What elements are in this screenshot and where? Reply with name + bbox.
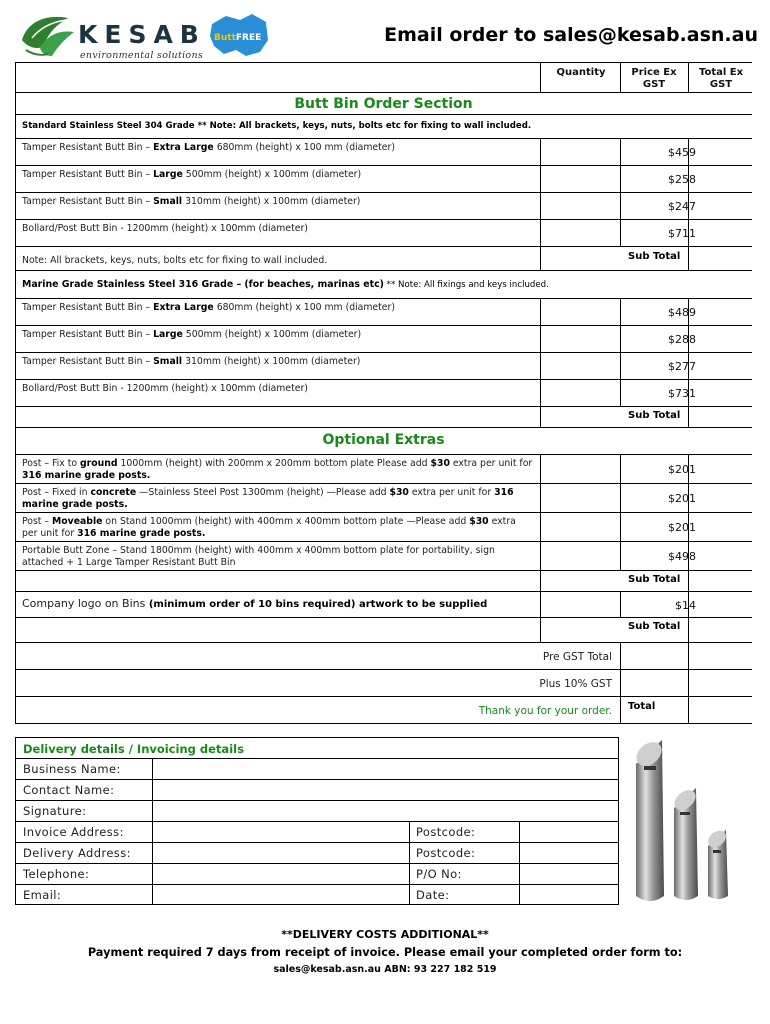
item-total-input[interactable] <box>689 220 752 246</box>
item-description: Tamper Resistant Butt Bin – Small 310mm (height) x 100mm (diameter) <box>22 196 361 207</box>
company-logo-price: $14 <box>675 599 696 612</box>
item-price: $258 <box>668 173 696 186</box>
extras-item-row <box>16 542 752 571</box>
footer-payment-terms: Payment required 7 days from receipt of invoice. Please email your completed order form to: <box>87 946 683 959</box>
item-total-input[interactable] <box>689 193 752 219</box>
item-description: Tamper Resistant Butt Bin – Small 310mm (height) x 100mm (diameter) <box>22 356 361 367</box>
quantity-input[interactable] <box>541 326 619 352</box>
ss304-heading: Standard Stainless Steel 304 Grade ** Note: All brackets, keys, nuts, bolts etc for fixing to wall included. <box>22 121 532 131</box>
delivery-title: Delivery details / Invoicing details <box>23 742 244 756</box>
page-header <box>0 0 770 64</box>
ss304-item-row <box>16 220 752 247</box>
logo-subtotal-row <box>16 617 752 643</box>
contact-name-field[interactable] <box>152 780 618 800</box>
ss304-item-row <box>16 139 752 166</box>
ss316-sub-total: Sub Total <box>628 410 681 421</box>
delivery-address-row <box>16 842 618 863</box>
butt-bin-title: Butt Bin Order Section <box>294 96 473 112</box>
invoice-postcode-field[interactable] <box>519 822 618 842</box>
quantity-input[interactable] <box>541 299 619 325</box>
brand-tagline: environmental solutions <box>80 50 204 61</box>
item-description: Portable Butt Zone – Stand 1800mm (height) with 400mm x 400mm bottom plate for portability, sign attached + 1 Large Tamper Resistant Butt Bin <box>22 545 495 568</box>
butt-bins-photo <box>618 736 768 908</box>
signature-label: Signature: <box>23 804 87 818</box>
pre-gst-row <box>16 643 752 670</box>
item-price: $731 <box>668 387 696 400</box>
contact-name-label: Contact Name: <box>23 783 115 797</box>
item-total-input[interactable] <box>689 139 752 165</box>
extras-title-row <box>16 428 752 455</box>
email-row <box>16 884 618 905</box>
ss304-head-row <box>16 115 752 139</box>
signature-field[interactable] <box>152 801 618 821</box>
item-price: $489 <box>668 306 696 319</box>
table-header-row <box>16 63 752 93</box>
item-description: Bollard/Post Butt Bin - 1200mm (height) x 100mm (diameter) <box>22 383 308 394</box>
total-label: Total <box>628 701 656 712</box>
quantity-input[interactable] <box>541 353 619 379</box>
item-price: $201 <box>668 463 696 476</box>
delivery-address-label: Delivery Address: <box>23 846 131 860</box>
item-total-input[interactable] <box>689 542 752 570</box>
item-price: $247 <box>668 200 696 213</box>
extras-item-row <box>16 513 752 542</box>
item-total-input[interactable] <box>689 353 752 379</box>
invoice-address-field[interactable] <box>152 822 410 842</box>
ss316-item-row <box>16 380 752 407</box>
extras-item-row <box>16 455 752 484</box>
invoice-address-row <box>16 821 618 842</box>
item-description: Tamper Resistant Butt Bin – Extra Large 680mm (height) x 100 mm (diameter) <box>22 142 395 153</box>
email-field[interactable] <box>152 885 410 905</box>
telephone-field[interactable] <box>152 864 410 884</box>
email-label: Email: <box>23 888 62 902</box>
item-price: $498 <box>668 550 696 563</box>
item-total-input[interactable] <box>689 484 752 512</box>
extras-subtotal-row <box>16 570 752 592</box>
thank-you-text: Thank you for your order. <box>478 705 612 717</box>
item-description: Post – Fixed in concrete —Stainless Steel Post 1300mm (height) —Please add $30 extra per unit for 316 marine grade posts. <box>22 487 514 510</box>
signature-row <box>16 800 618 821</box>
order-table <box>15 62 752 724</box>
telephone-label: Telephone: <box>23 867 90 881</box>
column-quantity: Quantity <box>556 67 606 78</box>
ss304-item-row <box>16 166 752 193</box>
ss304-item-row <box>16 193 752 220</box>
ss316-item-row <box>16 326 752 353</box>
ss316-item-row <box>16 299 752 326</box>
column-total-ex: Total Ex GST <box>698 67 744 90</box>
item-description: Post – Fix to ground 1000mm (height) with 200mm x 200mm bottom plate Please add $30 extra per unit for 316 marine grade posts. <box>22 458 533 481</box>
business-name-row <box>16 758 618 779</box>
quantity-input[interactable] <box>541 139 619 165</box>
extras-title: Optional Extras <box>322 432 445 448</box>
item-description: Bollard/Post Butt Bin - 1200mm (height) x 100mm (diameter) <box>22 223 308 234</box>
item-description: Tamper Resistant Butt Bin – Large 500mm (height) x 100mm (diameter) <box>22 169 362 180</box>
item-total-input[interactable] <box>689 299 752 325</box>
quantity-input[interactable] <box>541 380 619 406</box>
delivery-postcode-label: Postcode: <box>416 846 476 860</box>
extras-item-row <box>16 484 752 513</box>
invoice-address-label: Invoice Address: <box>23 825 124 839</box>
logo-sub-total: Sub Total <box>628 621 681 632</box>
column-price-ex: Price Ex GST <box>631 67 677 90</box>
item-total-input[interactable] <box>689 326 752 352</box>
quantity-input[interactable] <box>541 455 619 483</box>
ss304-note-row <box>16 247 752 271</box>
company-logo-row <box>16 592 752 618</box>
item-description: Tamper Resistant Butt Bin – Extra Large 680mm (height) x 100 mm (diameter) <box>22 302 395 313</box>
gst-row <box>16 670 752 697</box>
item-price: $277 <box>668 360 696 373</box>
brand-name: KESAB <box>78 20 206 49</box>
ss316-head-row <box>16 271 752 299</box>
total-row <box>16 697 752 724</box>
quantity-input[interactable] <box>541 542 619 570</box>
item-total-input[interactable] <box>689 455 752 483</box>
item-description: Post – Moveable on Stand 1000mm (height) with 400mm x 400mm bottom plate —Please add $30 extra per unit for 316 marine grade posts. <box>22 516 516 539</box>
contact-name-row <box>16 779 618 800</box>
quantity-input[interactable] <box>541 166 619 192</box>
invoice-postcode-label: Postcode: <box>416 825 476 839</box>
butt-bin-title-row <box>16 93 752 115</box>
footer-email-abn: sales@kesab.asn.au ABN: 93 227 182 519 <box>273 964 497 975</box>
gst-label: Plus 10% GST <box>539 678 612 690</box>
po-number-field[interactable] <box>519 864 618 884</box>
pre-gst-total-label: Pre GST Total <box>542 651 612 663</box>
delivery-postcode-field[interactable] <box>519 843 618 863</box>
kesab-logo <box>18 10 218 62</box>
date-label: Date: <box>416 888 450 902</box>
email-heading: Email order to sales@kesab.asn.au <box>384 24 758 46</box>
item-price: $288 <box>668 333 696 346</box>
ss316-item-row <box>16 353 752 380</box>
quantity-input[interactable] <box>541 193 619 219</box>
item-total-input[interactable] <box>689 513 752 541</box>
item-total-input[interactable] <box>689 166 752 192</box>
item-description: Tamper Resistant Butt Bin – Large 500mm (height) x 100mm (diameter) <box>22 329 362 340</box>
telephone-row <box>16 863 618 884</box>
leaf-icon <box>18 10 76 58</box>
business-name-label: Business Name: <box>23 762 121 776</box>
quantity-input[interactable] <box>541 513 619 541</box>
delivery-details-box <box>15 737 619 905</box>
footer-delivery-costs: **DELIVERY COSTS ADDITIONAL** <box>281 928 489 941</box>
delivery-address-field[interactable] <box>152 843 410 863</box>
business-name-field[interactable] <box>152 759 618 779</box>
po-number-label: P/O No: <box>416 867 462 881</box>
item-price: $711 <box>668 227 696 240</box>
extras-sub-total: Sub Total <box>628 574 681 585</box>
ss316-subtotal-row <box>16 406 752 428</box>
quantity-input[interactable] <box>541 220 619 246</box>
item-total-input[interactable] <box>689 380 752 406</box>
company-logo-desc: Company logo on Bins (minimum order of 10 bins required) artwork to be supplied <box>22 597 488 610</box>
butt-free-badge: ButtFREE <box>214 33 262 43</box>
item-price: $201 <box>668 492 696 505</box>
item-price: $459 <box>668 146 696 159</box>
date-field[interactable] <box>519 885 618 905</box>
ss316-heading: Marine Grade Stainless Steel 316 Grade – (for beaches, marinas etc) ** Note: All fixings and keys included. <box>22 279 549 290</box>
ss304-sub-total: Sub Total <box>628 251 681 262</box>
ss304-note: Note: All brackets, keys, nuts, bolts etc for fixing to wall included. <box>22 255 328 266</box>
quantity-input[interactable] <box>541 484 619 512</box>
item-price: $201 <box>668 521 696 534</box>
